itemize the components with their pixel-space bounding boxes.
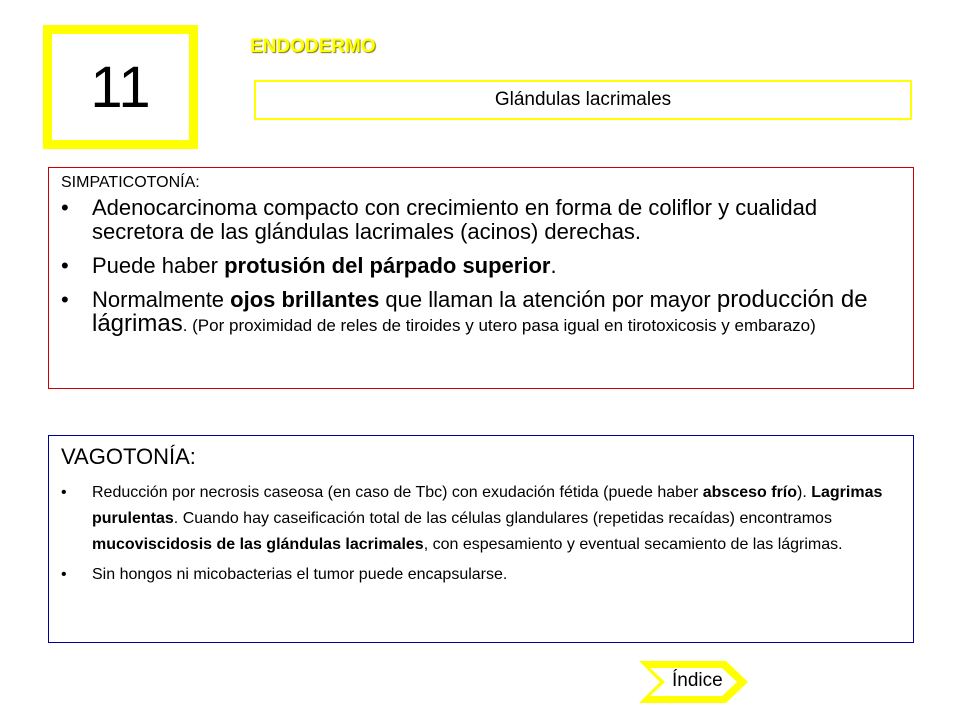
list-item-text: que llaman la atención por mayor bbox=[379, 287, 717, 312]
topic-box bbox=[254, 80, 912, 120]
bullet-icon: • bbox=[61, 484, 67, 501]
emphasis-text: absceso frío bbox=[702, 484, 798, 501]
vagotonia-title: VAGOTONÍA: bbox=[61, 444, 196, 469]
list-item bbox=[61, 254, 901, 278]
germ-layer-label: ENDODERMO bbox=[250, 36, 376, 57]
list-item-text: Normalmente bbox=[92, 287, 231, 312]
topic-title: Glándulas lacrimales bbox=[494, 89, 672, 110]
list-item-text: producción de lágrimas bbox=[92, 286, 868, 337]
list-item-text: Adenocarcinoma compacto con crecimiento en forma de coliflor y cualidad secretora de las glándulas lacrimales (acinos) derechas. bbox=[92, 195, 818, 244]
emphasis-text: mucoviscidosis de las glándulas lacrimales bbox=[92, 536, 424, 553]
list-item bbox=[61, 480, 901, 558]
list-item bbox=[61, 562, 901, 588]
vagotonia-panel bbox=[48, 435, 914, 643]
sympathicotonia-title: SIMPATICOTONÍA: bbox=[61, 174, 200, 191]
list-item-text: Reducción por necrosis caseosa (en caso de Tbc) con exudación fétida (puede haber bbox=[92, 484, 703, 501]
vagotonia-list bbox=[61, 480, 901, 588]
bullet-icon: • bbox=[61, 566, 67, 583]
list-item-text: Sin hongos ni micobacterias el tumor puede encapsularse. bbox=[92, 566, 508, 583]
slide-number-box bbox=[43, 25, 198, 149]
list-item-text: Puede haber bbox=[92, 253, 225, 278]
bullet-icon: • bbox=[61, 287, 69, 312]
sympathicotonia-list bbox=[61, 196, 901, 338]
list-item-text: ). bbox=[797, 484, 812, 501]
index-link[interactable]: Índice bbox=[672, 670, 723, 691]
list-item bbox=[61, 288, 901, 338]
slide-number: 11 bbox=[90, 54, 151, 120]
list-item-text: , con espesamiento y eventual secamiento de las lágrimas. bbox=[423, 536, 843, 553]
list-item bbox=[61, 196, 901, 244]
list-item-note: . (Por proximidad de reles de tiroides y utero pasa igual en tirotoxicosis y embarazo) bbox=[182, 316, 816, 335]
list-item-text: . Cuando hay caseificación total de las células glandulares (repetidas recaídas) encontramos bbox=[173, 510, 832, 527]
bullet-icon: • bbox=[61, 253, 69, 278]
bullet-icon: • bbox=[61, 195, 69, 220]
emphasis-text: Lagrimas purulentas bbox=[92, 484, 883, 527]
emphasis-text: protusión del párpado superior bbox=[224, 253, 551, 278]
emphasis-text: ojos brillantes bbox=[230, 287, 380, 312]
list-item-text: . bbox=[550, 253, 557, 278]
sympathicotonia-panel bbox=[48, 167, 914, 389]
